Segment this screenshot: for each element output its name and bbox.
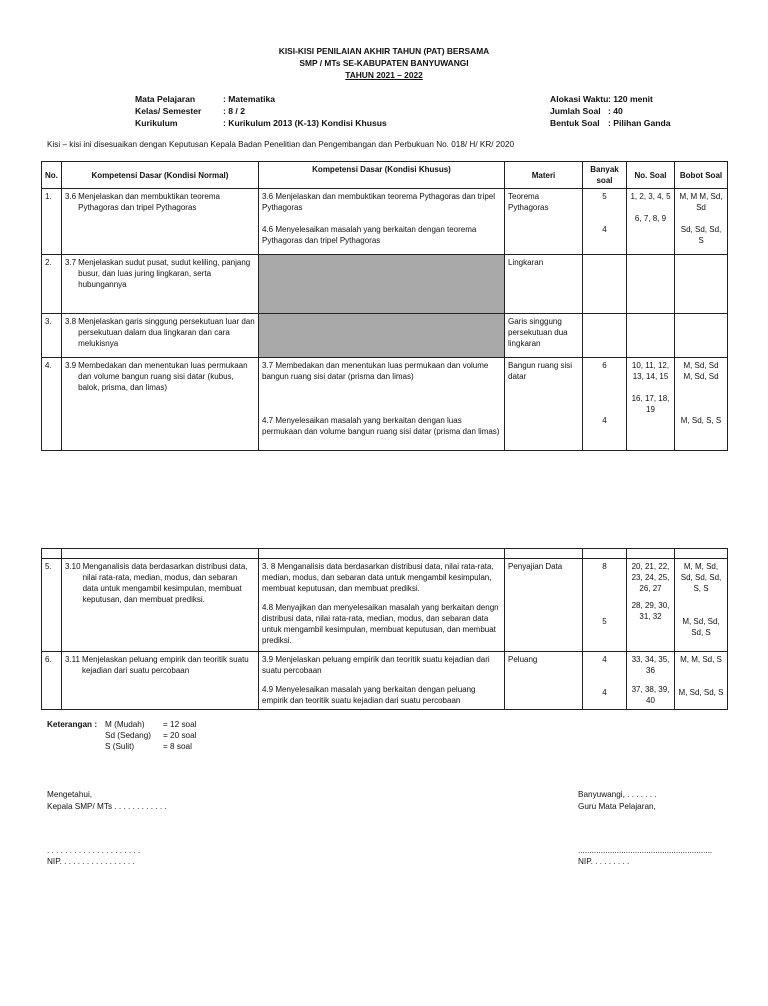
bobot-cell: M, M, Sd, Sd, Sd, Sd, S, S M, Sd, Sd, Sd, S <box>675 559 728 652</box>
kd-khusus-cell: 3.7 Membedakan dan menentukan luas permukaan dan volume bangun ruang sisi datar (prisma dan limas) 4.7 Menyelesaikan masalah yang berkaitan dengan luas permukaan dan volume bangun ruang sisi datar (prisma dan limas) <box>259 358 505 451</box>
banyak-cell: 4 4 <box>583 652 627 710</box>
sig-right-dots: ........................................................... <box>578 846 713 855</box>
materi-cell: Bangun ruang sisi datar <box>505 358 583 451</box>
nosoal-cell: 10, 11, 12, 13, 14, 15 16, 17, 18, 19 <box>627 358 675 451</box>
info-row-count: Jumlah Soal : 40 <box>550 106 623 116</box>
materi-cell: Lingkaran <box>505 255 583 314</box>
banyak-cell <box>583 314 627 358</box>
sig-right-line1: Banyuwangi, . . . . . . . <box>578 790 657 799</box>
bobot-cell: M, Sd, Sd M, Sd, Sd M, Sd, S, S <box>675 358 728 451</box>
doc-subtitle: SMP / MTs SE-KABUPATEN BANYUWANGI <box>299 58 469 68</box>
col-header-kd-khusus: Kompetensi Dasar (Kondisi Khusus) <box>259 162 505 189</box>
nosoal-cell: 20, 21, 22, 23, 24, 25, 26, 27 28, 29, 30, 31, 32 <box>627 559 675 652</box>
nosoal-cell <box>627 255 675 314</box>
col-header-materi: Materi <box>505 162 583 189</box>
materi-cell: Teorema Pythagoras <box>505 189 583 255</box>
legend-label: Keterangan : <box>47 720 98 729</box>
table-row <box>42 189 728 255</box>
table-row <box>42 358 728 451</box>
col-header-kd-normal: Kompetensi Dasar (Kondisi Normal) <box>62 162 259 189</box>
kd-khusus-cell: 3.6 Menjelaskan dan membuktikan teorema Pythagoras dan tripel Pythagoras 4.6 Menyelesaikan masalah yang berkaitan dengan teorema Pythagoras dan tripel Pythagoras <box>259 189 505 255</box>
sig-left-line1: Mengetahui, <box>47 790 93 799</box>
table-header-row <box>42 549 728 559</box>
table-header-row <box>42 162 728 189</box>
sig-left-nip: NIP. . . . . . . . . . . . . . . . . <box>47 857 135 866</box>
materi-cell: Penyajian Data <box>505 559 583 652</box>
row-number: 2. <box>42 255 62 314</box>
bobot-cell <box>675 255 728 314</box>
kd-khusus-cell: 3.9 Menjelaskan peluang empirik dan teoritik suatu kejadian dari suatu percobaan 4.9 Menyelesaikan masalah yang berkaitan dengan peluang empirik dan teoritik suatu kejadian dari suatu percobaan <box>259 652 505 710</box>
col-header-nosoal: No. Soal <box>627 162 675 189</box>
document-page: KISI-KISI PENILAIAN AKHIR TAHUN (PAT) BERSAMA SMP / MTs SE-KABUPATEN BANYUWANGI TAHUN 2021 – 2022 Mata Pelajaran : Matematika Kelas/ Semester : 8 / 2 Kurikulum : Kurikulum 2013 (K-13) Kondisi Khusus Alokasi Waktu: 120 menit Jumlah Soal : 40 Bentuk Soal : Pilihan Ganda Kisi – kisi ini disesuaikan dengan Keputusan Kepala Badan Penelitian dan Pengembangan dan Perbukuan No. 018/ H/ KR/ 2020 No. Kompetensi Dasar (Kondisi Normal) Kompetensi Dasar (Kondisi Khusus) Materi Banyak soal No. Soal Bobot Soal 1. 3.6 Menjelaskan dan membuktikan teorema Pythagoras dan tripel Pythagoras 3.6 Menjelaskan dan membuktikan teorema Pythagoras dan tripel Pythagoras 4.6 Menyelesaikan masalah yang berkaitan dengan teorema Pythagoras dan tripel Pythagoras Teorema Pythagoras 5 4 1, 2, 3, 4, 5 6, 7, 8, 9 M, M M, Sd, Sd Sd, Sd, Sd, S 2. 3.7 Menjelaskan sudut pusat, sudut keliling, panjang busur, dan luas juring lingkaran, serta hubungannya Lingkaran 3. 3.8 Menjelaskan garis singgung persekutuan luar dan persekutuan dalam dua lingkaran dan cara melukisnya Garis singgung persekutuan dua lingkaran 4. 3.9 Membedakan dan menentukan luas permukaan dan volume bangun ruang sisi datar (kubus, balok, prisma, dan limas) 3.7 Membedakan dan menentukan luas permukaan dan volume bangun ruang sisi datar (prisma dan limas) 4.7 Menyelesaikan masalah yang berkaitan dengan luas permukaan dan volume bangun ruang sisi datar (prisma dan limas) Bangun ruang sisi datar 6 4 10, 11, 12, 13, 14, 15 16, 17, 18, 19 M, Sd, Sd M, Sd, Sd M, Sd, S, S 5. 3.10 Menganalisis data berdasarkan distribusi data, nilai rata-rata, median, modus, dan sebaran data untuk mengambil kesimpulan, membuat keputusan, dan membuat prediksi. 3. 8 Menganalisis data berdasarkan distribusi data, nilai rata-rata, median, modus, dan sebaran data untuk mengambil kesimpulan, membuat keputusan, dan membuat prediksi. 4.8 Menyajikan dan menyelesaikan masalah yang berkaitan dengn distribusi data, nilai rata-rata, median, modus, dan sebaran data untuk mengambil kesimpulan, membuat keputusan, dan membuat prediksi. Penyajian Data 8 5 20, 21, 22, 23, 24, 25, 26, 27 28, 29, 30, 31, 32 M, M, Sd, Sd, Sd, Sd, S, S M, Sd, Sd, Sd, S 6. 3.11 Menjelaskan peluang empirik dan teoritik suatu kejadian dari suatu percobaan 3.9 Menjelaskan peluang empirik dan teoritik suatu kejadian dari suatu percobaan 4.9 Menyelesaikan masalah yang berkaitan dengan peluang empirik dan teoritik suatu kejadian dari suatu percobaan Peluang 4 4 33, 34, 35, 36 37, 38, 39, 40 M, M, Sd, S M, Sd, Sd, S Keterangan : M (Mudah) = 12 soal Sd (Sedang) = 20 soal S (Sulit) = 8 soal Mengetahui, Kepala SMP/ MTs . . . . . . . . . . . . . . . . . . . . . . . . . . . . . . . . . NIP. . . . . . . . . . . . . . . . . Banyuwangi, . . . . . . . Guru Mata Pelajaran, ........................................................... NIP. . . . . . . . . <box>0 0 768 1006</box>
intro-text: Kisi – kisi ini disesuaikan dengan Keputusan Kepala Badan Penelitian dan Pengembangan dan Perbukuan No. 018/ H/ KR/ 2020 <box>47 140 515 149</box>
kd-khusus-cell: 3. 8 Menganalisis data berdasarkan distribusi data, nilai rata-rata, median, modus, dan sebaran data untuk mengambil kesimpulan, membuat keputusan, dan membuat prediksi. 4.8 Menyajikan dan menyelesaikan masalah yang berkaitan dengn distribusi data, nilai rata-rata, median, modus, dan sebaran data untuk mengambil kesimpulan, membuat keputusan, dan membuat prediksi. <box>259 559 505 652</box>
row-number: 6. <box>42 652 62 710</box>
kd-normal-cell: 3.6 Menjelaskan dan membuktikan teorema Pythagoras dan tripel Pythagoras <box>62 189 259 255</box>
banyak-cell: 5 4 <box>583 189 627 255</box>
sig-right-nip: NIP. . . . . . . . . <box>578 857 630 866</box>
doc-title: KISI-KISI PENILAIAN AKHIR TAHUN (PAT) BERSAMA <box>278 46 490 56</box>
kisi-table-part1 <box>41 161 728 451</box>
nosoal-cell: 33, 34, 35, 36 37, 38, 39, 40 <box>627 652 675 710</box>
kd-normal-cell: 3.7 Menjelaskan sudut pusat, sudut keliling, panjang busur, dan luas juring lingkaran, serta hubungannya <box>62 255 259 314</box>
doc-year: TAHUN 2021 – 2022 <box>345 70 423 80</box>
table-row <box>42 559 728 652</box>
table-row <box>42 314 728 358</box>
col-header-no: No. <box>42 162 62 189</box>
bobot-cell <box>675 314 728 358</box>
kd-normal-cell: 3.9 Membedakan dan menentukan luas permukaan dan volume bangun ruang sisi datar (kubus, balok, prisma, dan limas) <box>62 358 259 451</box>
table-row <box>42 255 728 314</box>
bobot-cell: M, M, Sd, S M, Sd, Sd, S <box>675 652 728 710</box>
info-row-subject: Mata Pelajaran : Matematika <box>135 94 276 104</box>
kd-normal-cell: 3.10 Menganalisis data berdasarkan distribusi data, nilai rata-rata, median, modus, dan sebaran data untuk mengambil kesimpulan, membuat keputusan, dan membuat prediksi. <box>62 559 259 652</box>
table-row <box>42 652 728 710</box>
info-row-form: Bentuk Soal : Pilihan Ganda <box>550 118 671 128</box>
bobot-cell: M, M M, Sd, Sd Sd, Sd, Sd, S <box>675 189 728 255</box>
nosoal-cell <box>627 314 675 358</box>
banyak-cell <box>583 255 627 314</box>
row-number: 3. <box>42 314 62 358</box>
col-header-banyak: Banyak soal <box>583 162 627 189</box>
info-row-class: Kelas/ Semester : 8 / 2 <box>135 106 245 116</box>
kisi-table-part2 <box>41 548 728 710</box>
materi-cell: Peluang <box>505 652 583 710</box>
row-number: 1. <box>42 189 62 255</box>
kd-normal-cell: 3.8 Menjelaskan garis singgung persekutuan luar dan persekutuan dalam dua lingkaran dan cara melukisnya <box>62 314 259 358</box>
sig-right-line2: Guru Mata Pelajaran, <box>578 802 656 811</box>
sig-left-line2: Kepala SMP/ MTs . . . . . . . . . . . . <box>47 802 167 811</box>
kd-normal-cell: 3.11 Menjelaskan peluang empirik dan teoritik suatu kejadian dari suatu percobaan <box>62 652 259 710</box>
col-header-bobot: Bobot Soal <box>675 162 728 189</box>
nosoal-cell: 1, 2, 3, 4, 5 6, 7, 8, 9 <box>627 189 675 255</box>
materi-cell: Garis singgung persekutuan dua lingkaran <box>505 314 583 358</box>
kd-khusus-empty-cell <box>259 314 505 358</box>
banyak-cell: 8 5 <box>583 559 627 652</box>
info-row-time: Alokasi Waktu: 120 menit <box>550 94 653 104</box>
kd-khusus-empty-cell <box>259 255 505 314</box>
banyak-cell: 6 4 <box>583 358 627 451</box>
row-number: 4. <box>42 358 62 451</box>
row-number: 5. <box>42 559 62 652</box>
sig-left-dots: . . . . . . . . . . . . . . . . . . . . . <box>47 846 141 855</box>
info-row-curriculum: Kurikulum : Kurikulum 2013 (K-13) Kondisi Khusus <box>135 118 387 128</box>
